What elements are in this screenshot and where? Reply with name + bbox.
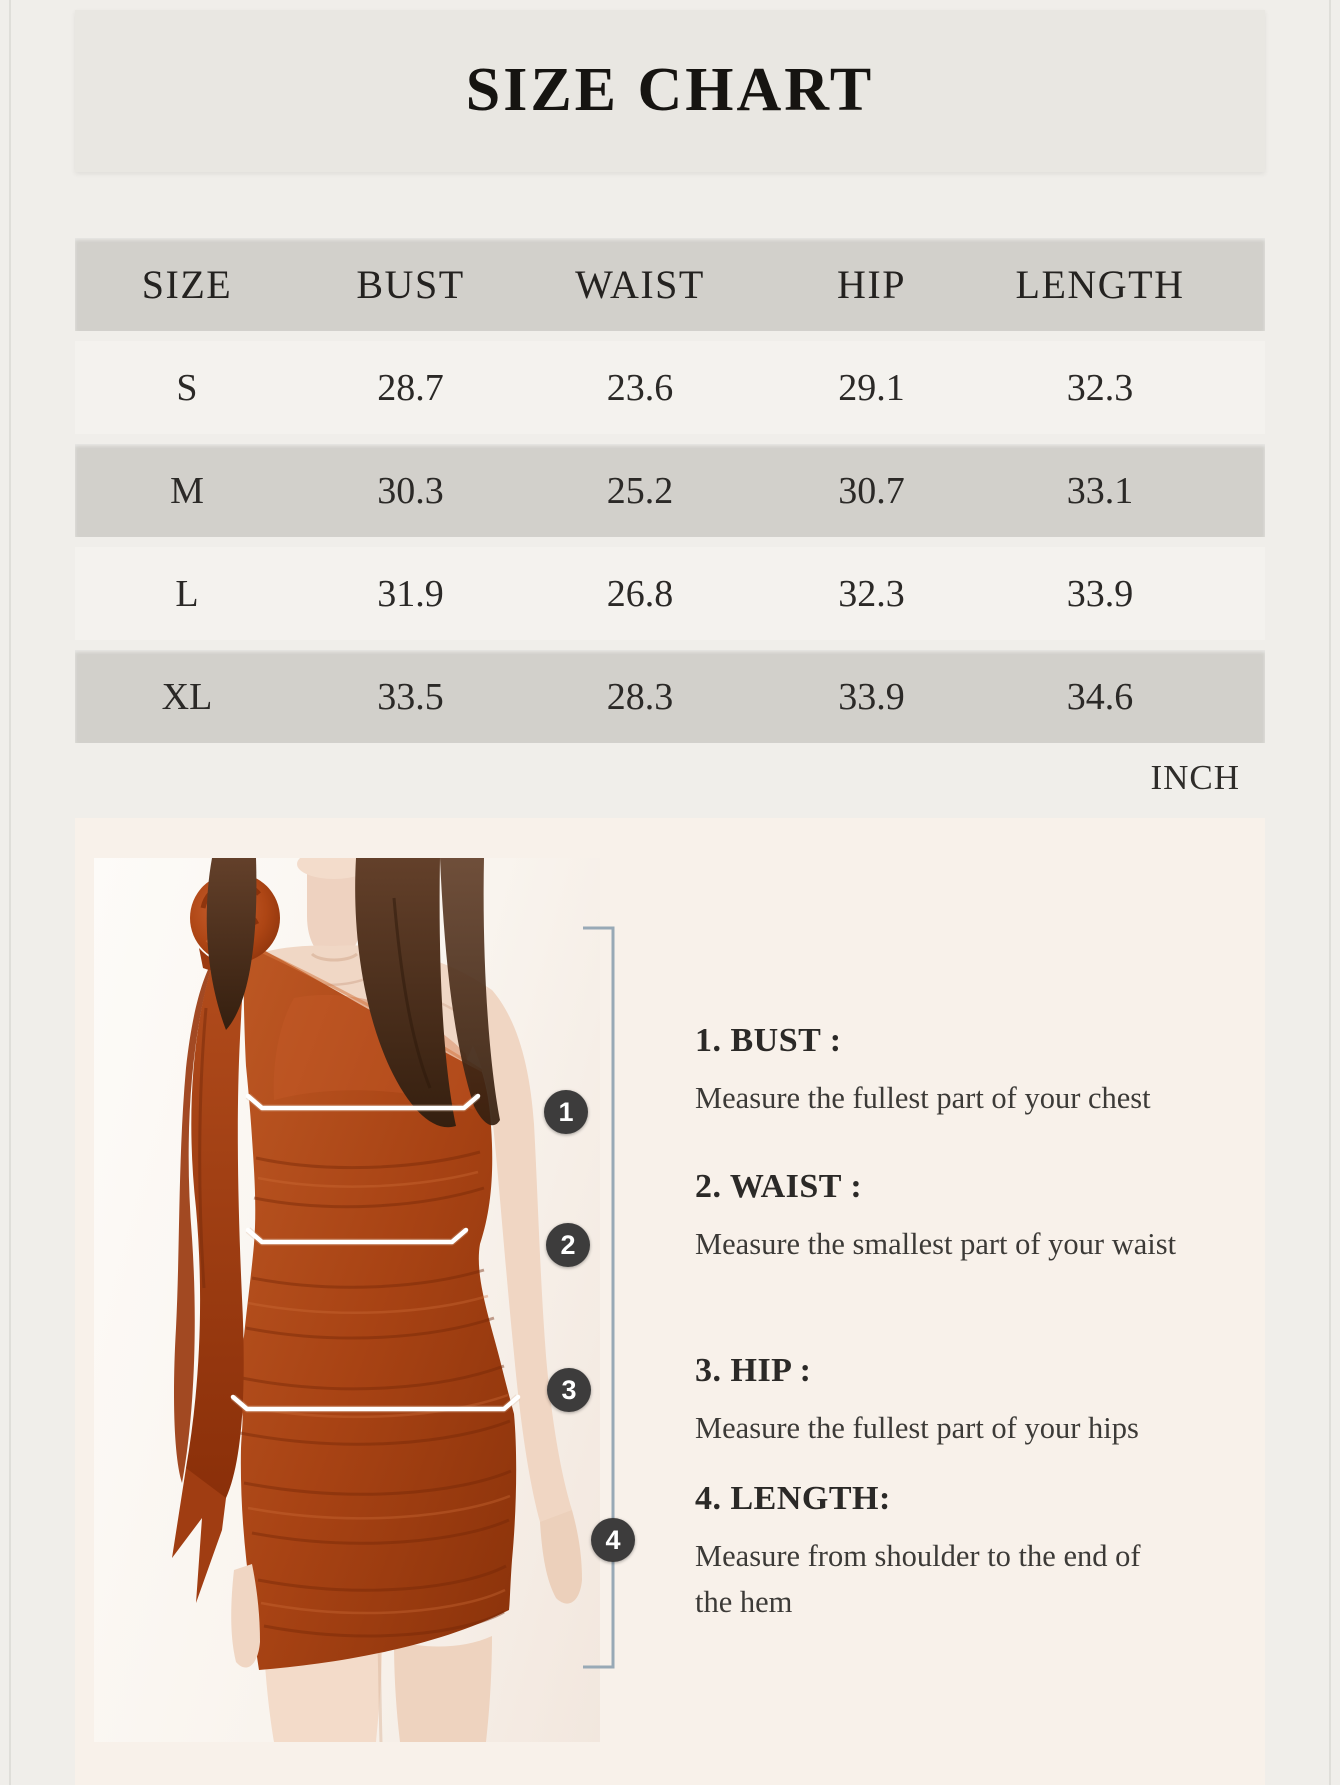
guide-heading: 1. BUST : [695, 1022, 842, 1059]
page-title: SIZE CHART [465, 56, 875, 124]
column-header-size: SIZE [141, 262, 233, 307]
table-row-l [75, 547, 1265, 640]
table-row-s [75, 341, 1265, 434]
marker-length: 4 [591, 1518, 635, 1562]
cell-length: 33.9 [1066, 572, 1134, 615]
cell-hip: 30.7 [838, 469, 905, 512]
cell-bust: 31.9 [377, 572, 444, 615]
cell-size: XL [161, 675, 213, 718]
marker-bust: 1 [544, 1090, 588, 1134]
table-row-m [75, 444, 1265, 537]
column-header-length: LENGTH [1015, 262, 1185, 307]
guide-heading: 3. HIP : [695, 1352, 812, 1389]
cell-size: S [176, 366, 198, 409]
guide-section-bust [695, 1022, 1295, 1122]
guide-text: Measure the fullest part of your hips [695, 1411, 1139, 1445]
marker-waist: 2 [546, 1223, 590, 1267]
table-header-row [75, 238, 1265, 331]
marker-hip: 3 [547, 1368, 591, 1412]
cell-bust: 33.5 [377, 675, 444, 718]
measure-guide-panel [75, 818, 1265, 1785]
cell-waist: 25.2 [606, 469, 674, 512]
unit-label: INCH [1150, 758, 1240, 797]
cell-waist: 23.6 [606, 366, 674, 409]
cell-hip: 33.9 [838, 675, 905, 718]
column-header-waist: WAIST [575, 262, 705, 307]
guide-text: Measure from shoulder to the end of the hem [695, 1539, 1141, 1619]
cell-length: 33.1 [1066, 469, 1134, 512]
cell-size: M [170, 469, 204, 512]
cell-size: L [175, 572, 199, 615]
guide-text: Measure the fullest part of your chest [695, 1081, 1151, 1115]
dress-illustration [94, 858, 600, 1742]
title-card [75, 10, 1265, 172]
column-header-hip: HIP [837, 262, 906, 307]
guide-section-waist [695, 1168, 1295, 1268]
right-edge-line [1329, 0, 1331, 1785]
cell-bust: 28.7 [377, 366, 444, 409]
cell-length: 34.6 [1066, 675, 1134, 718]
guide-heading: 2. WAIST : [695, 1168, 863, 1205]
guide-text: Measure the smallest part of your waist [695, 1227, 1177, 1261]
cell-waist: 26.8 [606, 572, 674, 615]
cell-hip: 29.1 [838, 366, 905, 409]
table-row-xl [75, 650, 1265, 743]
guide-heading: 4. LENGTH: [695, 1480, 891, 1517]
cell-hip: 32.3 [838, 572, 905, 615]
shoulder-ribbon [172, 950, 246, 1603]
column-header-bust: BUST [356, 262, 465, 307]
model-photo [94, 858, 600, 1742]
cell-bust: 30.3 [377, 469, 444, 512]
cell-waist: 28.3 [606, 675, 674, 718]
guide-section-length [695, 1480, 1175, 1626]
guide-section-hip [695, 1352, 1295, 1452]
cell-length: 32.3 [1066, 366, 1134, 409]
left-edge-line [9, 0, 11, 1785]
